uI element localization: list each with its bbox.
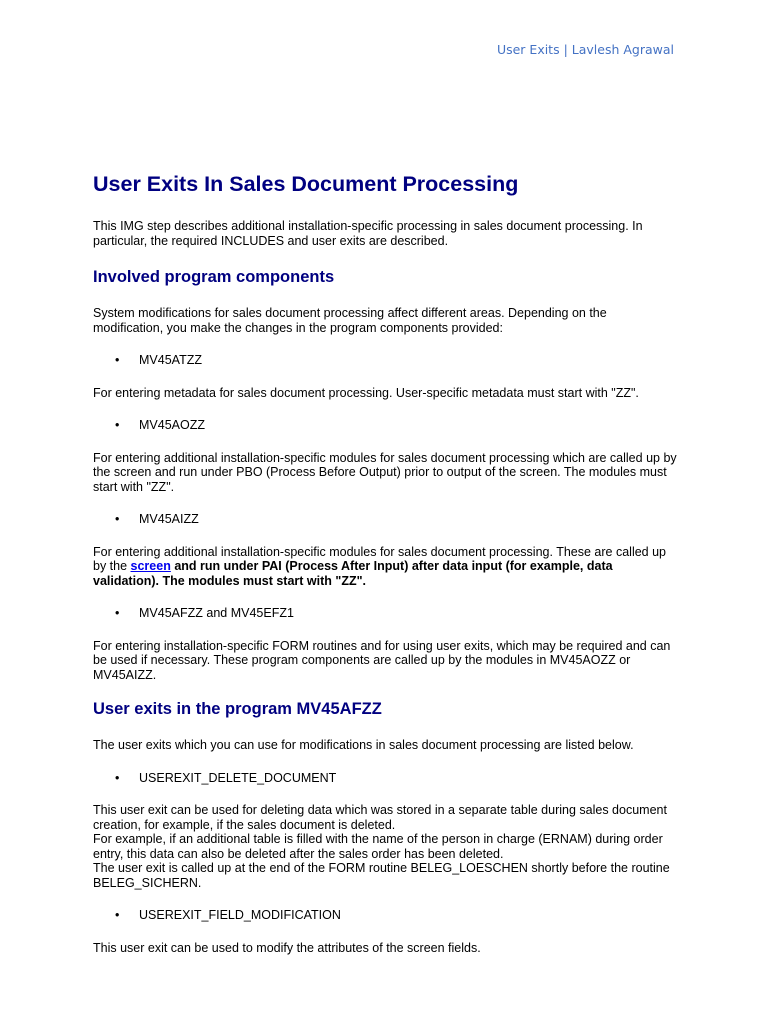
bullet-icon: •	[115, 353, 120, 367]
description-bold-text: and run under PAI (Process After Input) after data input (for example, data validation). The modules must start with "ZZ".	[93, 559, 613, 588]
bullet-icon: •	[115, 512, 120, 526]
list-item-text: MV45ATZZ	[139, 353, 202, 367]
document-body	[93, 168, 677, 973]
component-description	[93, 545, 677, 589]
exit-description: This user exit can be used for deleting data which was stored in a separate table during sales document creation, for example, if the sales document is deleted.	[93, 803, 667, 832]
list-item-text: MV45AFZZ and MV45EFZ1	[139, 606, 294, 620]
bullet-icon: •	[115, 606, 120, 620]
page-title: User Exits In Sales Document Processing	[93, 172, 519, 196]
list-item	[93, 908, 677, 923]
list-item	[93, 771, 677, 786]
bullet-icon: •	[115, 770, 120, 785]
screen-link[interactable]: screen	[130, 559, 171, 573]
list-item	[93, 606, 677, 621]
component-description: For entering additional installation-specific modules for sales document processing which are called up by the screen and run under PBO (Process Before Output) prior to output of the screen. The modules must start with "ZZ".	[93, 450, 677, 494]
running-header: User Exits | Lavlesh Agrawal	[496, 42, 674, 57]
components-lead: System modifications for sales document processing affect different areas. Depending on the modification, you make the changes in the program components provided:	[93, 306, 607, 335]
list-item-text: MV45AOZZ	[139, 418, 205, 432]
exit-description: This user exit can be used to modify the attributes of the screen fields.	[93, 940, 481, 955]
list-item-text: USEREXIT_DELETE_DOCUMENT	[139, 770, 337, 785]
bullet-icon: •	[115, 418, 120, 432]
list-item	[93, 512, 677, 527]
list-item-text: USEREXIT_FIELD_MODIFICATION	[139, 908, 341, 922]
description-text: For entering additional installation-specific modules for sales document processing. These are called up by the	[93, 544, 666, 573]
list-item-text: MV45AIZZ	[139, 512, 199, 526]
section-heading-components: Involved program components	[93, 268, 335, 286]
exits-lead: The user exits which you can use for modifications in sales document processing are listed below.	[93, 738, 634, 752]
section-heading-exits: User exits in the program MV45AFZZ	[93, 700, 382, 718]
component-description: For entering installation-specific FORM routines and for using user exits, which may be required and can be used if necessary. These program components are called up by the modules in MV45AOZZ or MV45AIZZ.	[93, 638, 671, 682]
exit-description: The user exit is called up at the end of the FORM routine BELEG_LOESCHEN shortly before the routine BELEG_SICHERN.	[93, 861, 670, 890]
component-description: For entering metadata for sales document processing. User-specific metadata must start with "ZZ".	[93, 385, 639, 400]
exit-description: For example, if an additional table is filled with the name of the person in charge (ERNAM) during order entry, this data can also be deleted after the sales order has been deleted.	[93, 832, 663, 861]
intro-paragraph: This IMG step describes additional installation-specific processing in sales document processing. In particular, the required INCLUDES and user exits are described.	[93, 219, 643, 248]
list-item	[93, 353, 677, 368]
bullet-icon: •	[115, 908, 120, 922]
list-item	[93, 418, 677, 433]
